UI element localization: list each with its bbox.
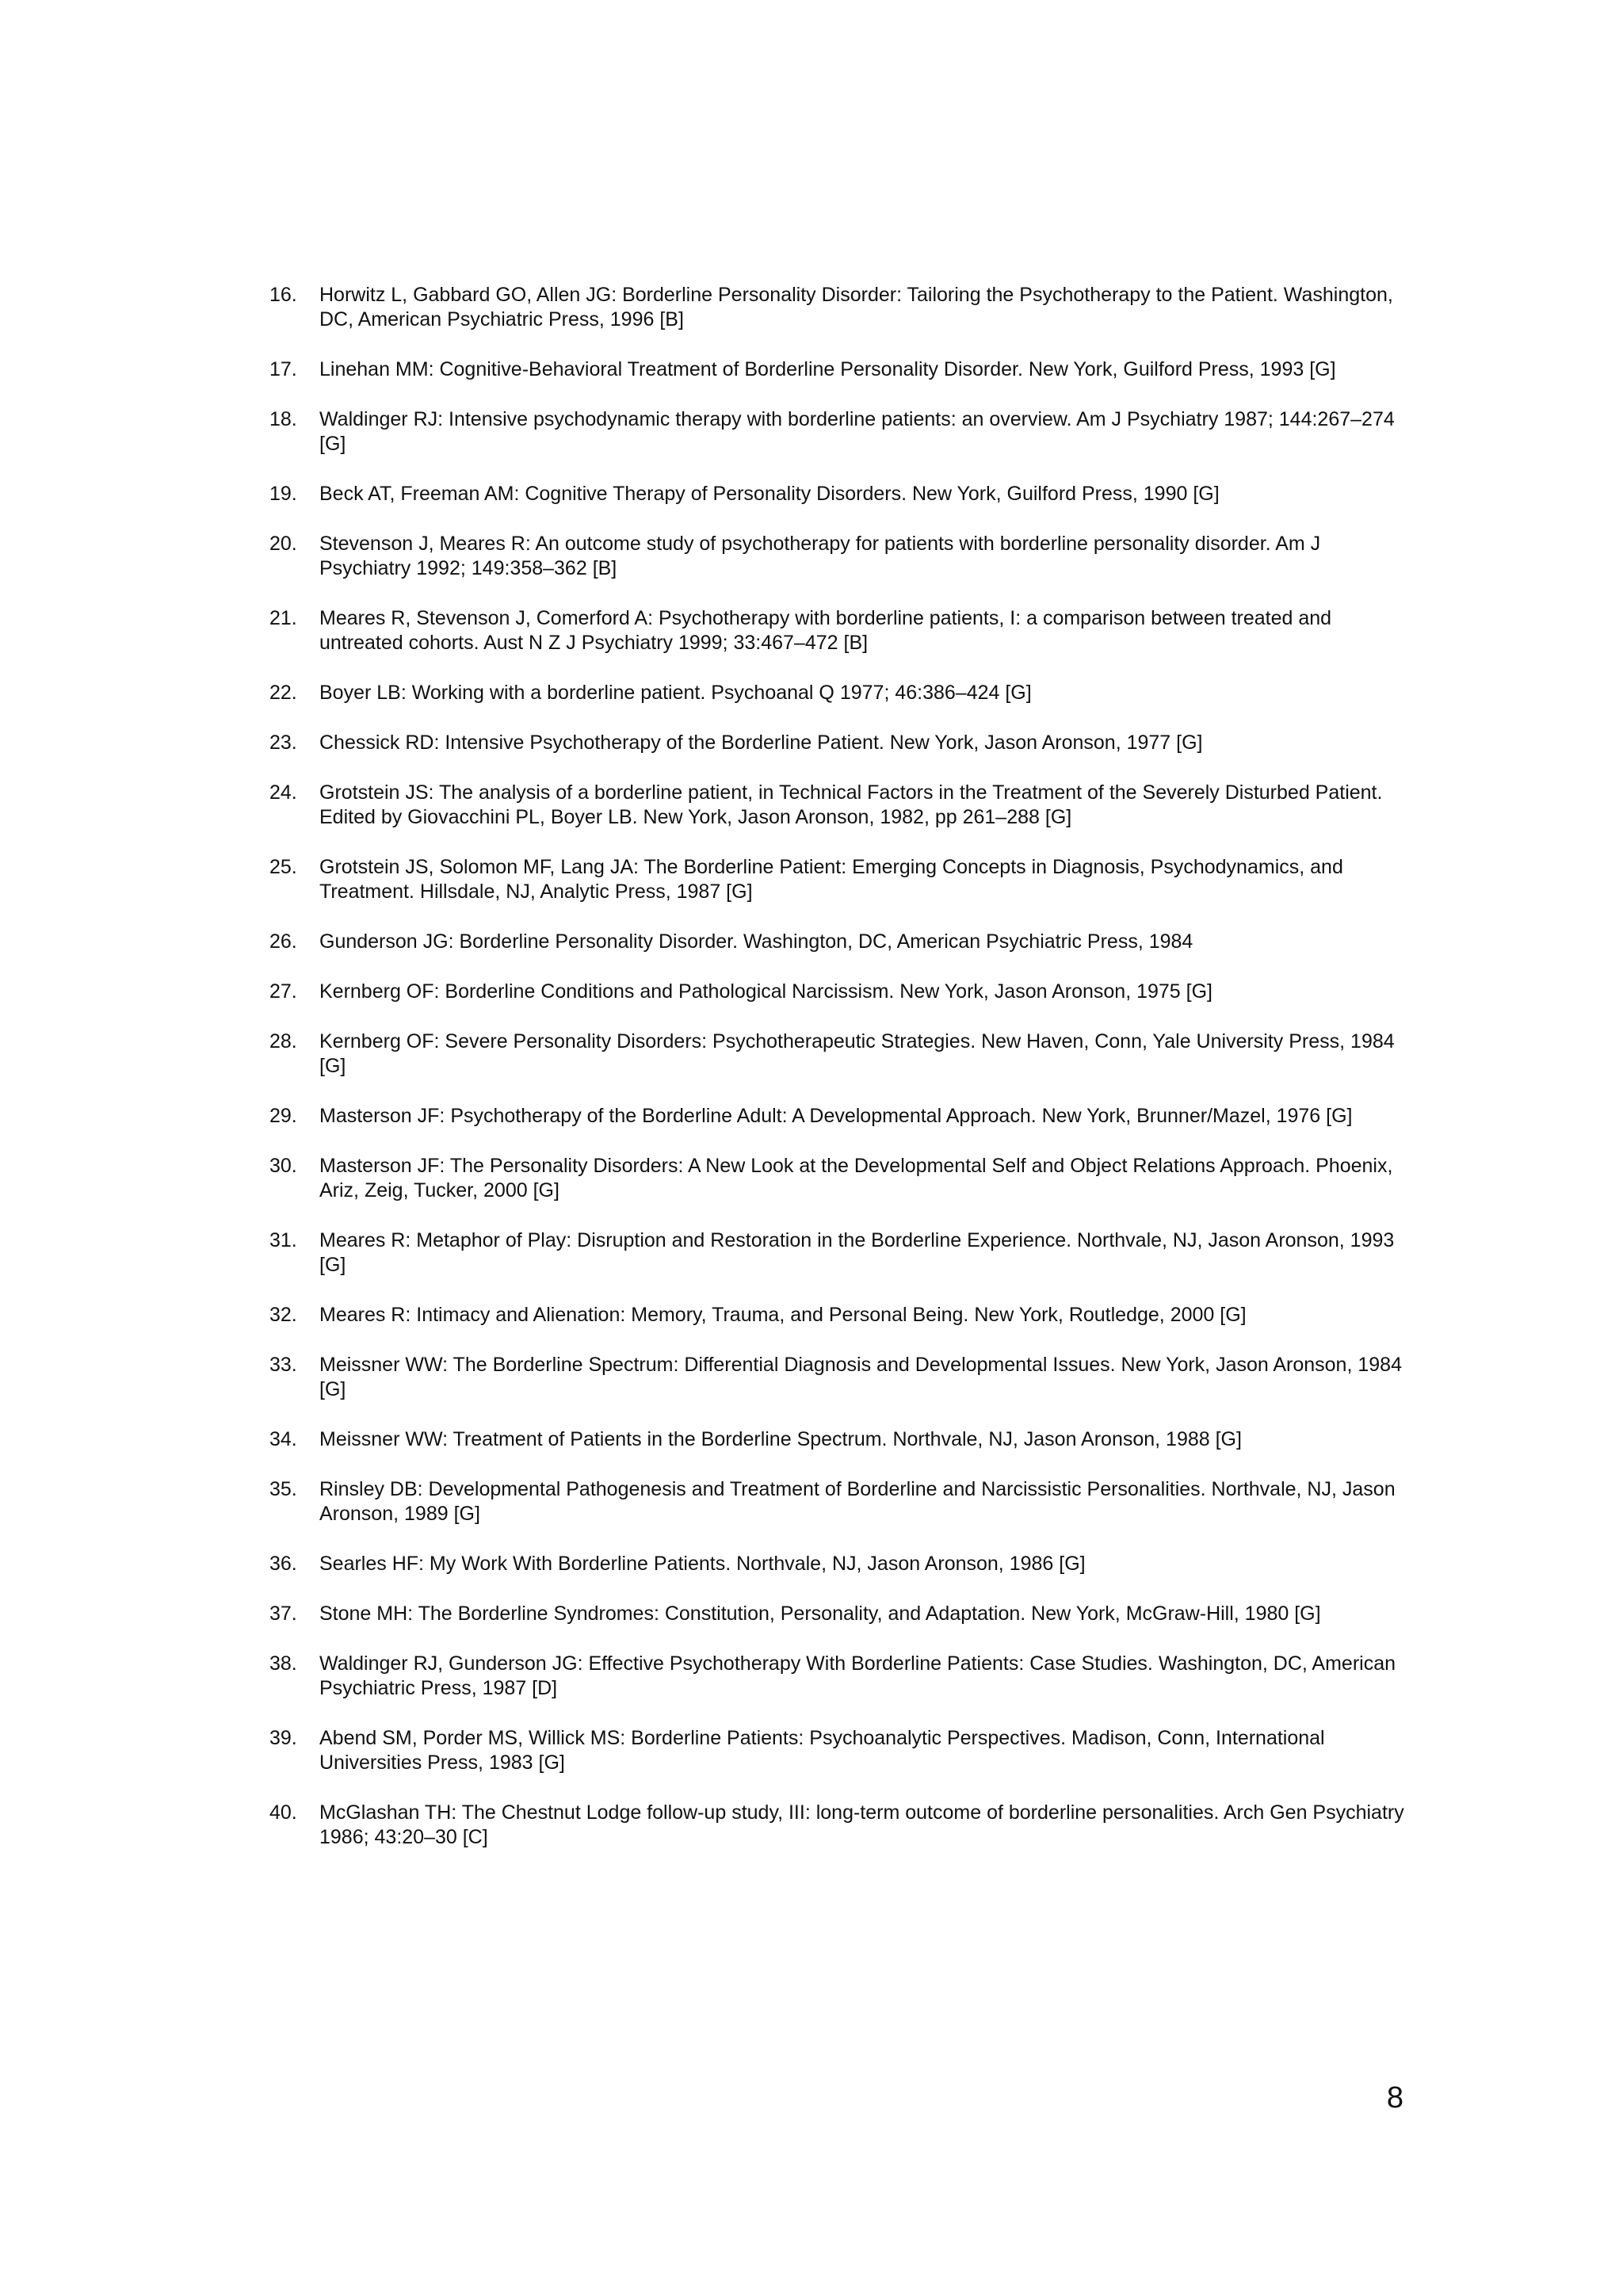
reference-item [269,980,1411,1004]
reference-text: Grotstein JS: The analysis of a borderline patient, in Technical Factors in the Treatment of the Severely Disturbed Patient. Edited by Giovacchini PL, Boyer LB. New York, Jason Aronson, 1982, pp 261–288 [G] [319,781,1383,828]
reference-number: 32. [269,1304,297,1326]
reference-item [269,1030,1411,1079]
reference-number: 22. [269,682,297,704]
reference-item [269,1427,1411,1452]
reference-number: 27. [269,980,297,1003]
reference-item [269,1228,1411,1278]
reference-item [269,1801,1411,1850]
reference-item [269,855,1411,904]
reference-number: 25. [269,856,297,878]
reference-number: 30. [269,1155,297,1177]
reference-number: 28. [269,1030,297,1052]
reference-item [269,1726,1411,1775]
reference-text: Kernberg OF: Borderline Conditions and Pathological Narcissism. New York, Jason Aronson, 1975 [G] [319,980,1212,1003]
reference-number: 40. [269,1801,297,1824]
reference-text: Grotstein JS, Solomon MF, Lang JA: The Borderline Patient: Emerging Concepts in Diagnosis, Psychodynamics, and Treatment. Hillsdale, NJ, Analytic Press, 1987 [G] [319,856,1343,903]
reference-text: Meissner WW: The Borderline Spectrum: Differential Diagnosis and Developmental Issues. New York, Jason Aronson, 1984 [G] [319,1354,1402,1400]
reference-number: 39. [269,1727,297,1749]
reference-item [269,731,1411,755]
page-number: 8 [1386,2081,1403,2115]
reference-item [269,606,1411,655]
reference-number: 37. [269,1603,297,1625]
reference-item [269,1552,1411,1576]
reference-number: 29. [269,1105,297,1127]
reference-item [269,1154,1411,1203]
reference-text: Gunderson JG: Borderline Personality Disorder. Washington, DC, American Psychiatric Press, 1984 [319,930,1193,953]
reference-list [269,283,1411,1875]
reference-text: Masterson JF: The Personality Disorders: A New Look at the Developmental Self and Object Relations Approach. Phoenix, Ariz, Zeig, Tucker, 2000 [G] [319,1155,1393,1201]
reference-number: 35. [269,1478,297,1500]
reference-number: 24. [269,781,297,804]
reference-item [269,681,1411,705]
reference-number: 20. [269,533,297,555]
reference-item [269,1602,1411,1626]
reference-number: 33. [269,1354,297,1376]
reference-text: Meares R, Stevenson J, Comerford A: Psychotherapy with borderline patients, I: a comparison between treated and untreated cohorts. Aust N Z J Psychiatry 1999; 33:467–472 [B] [319,607,1332,654]
reference-item [269,532,1411,581]
reference-text: Stone MH: The Borderline Syndromes: Constitution, Personality, and Adaptation. New York, McGraw-Hill, 1980 [G] [319,1603,1321,1625]
reference-item [269,482,1411,506]
reference-text: Rinsley DB: Developmental Pathogenesis and Treatment of Borderline and Narcissistic Personalities. Northvale, NJ, Jason Aronson, 1989 [G] [319,1478,1396,1525]
reference-text: Waldinger RJ: Intensive psychodynamic therapy with borderline patients: an overview. Am J Psychiatry 1987; 144:267–274 [G] [319,408,1395,455]
reference-item [269,1652,1411,1701]
reference-number: 19. [269,483,297,505]
reference-text: Kernberg OF: Severe Personality Disorders: Psychotherapeutic Strategies. New Haven, Conn, Yale University Press, 1984 [G] [319,1030,1395,1077]
reference-number: 34. [269,1428,297,1450]
reference-item [269,283,1411,332]
reference-item [269,1303,1411,1328]
reference-number: 26. [269,930,297,953]
reference-number: 38. [269,1652,297,1675]
reference-text: Beck AT, Freeman AM: Cognitive Therapy of Personality Disorders. New York, Guilford Press, 1990 [G] [319,483,1220,505]
reference-text: Stevenson J, Meares R: An outcome study of psychotherapy for patients with borderline personality disorder. Am J Psychiatry 1992; 149:358–362 [B] [319,533,1321,579]
reference-text: Meares R: Metaphor of Play: Disruption and Restoration in the Borderline Experience. Northvale, NJ, Jason Aronson, 1993 [G] [319,1229,1395,1276]
reference-number: 18. [269,408,297,430]
reference-item [269,1477,1411,1526]
reference-number: 36. [269,1553,297,1575]
reference-item [269,930,1411,954]
reference-text: Boyer LB: Working with a borderline patient. Psychoanal Q 1977; 46:386–424 [G] [319,682,1032,704]
reference-text: Meissner WW: Treatment of Patients in the Borderline Spectrum. Northvale, NJ, Jason Aronson, 1988 [G] [319,1428,1242,1450]
reference-number: 31. [269,1229,297,1251]
reference-text: Waldinger RJ, Gunderson JG: Effective Psychotherapy With Borderline Patients: Case Studies. Washington, DC, American Psychiatric Press, 1987 [D] [319,1652,1396,1699]
reference-item [269,357,1411,382]
reference-text: Meares R: Intimacy and Alienation: Memory, Trauma, and Personal Being. New York, Routledge, 2000 [G] [319,1304,1247,1326]
reference-item [269,1353,1411,1402]
reference-number: 16. [269,284,297,306]
reference-number: 17. [269,358,297,380]
reference-text: Horwitz L, Gabbard GO, Allen JG: Borderline Personality Disorder: Tailoring the Psychotherapy to the Patient. Washington, DC, American Psychiatric Press, 1996 [B] [319,284,1393,330]
reference-number: 23. [269,732,297,754]
reference-text: Abend SM, Porder MS, Willick MS: Borderline Patients: Psychoanalytic Perspectives. Madison, Conn, International Universities Press, 1983 [G] [319,1727,1325,1774]
reference-text: Chessick RD: Intensive Psychotherapy of the Borderline Patient. New York, Jason Aronson, 1977 [G] [319,732,1203,754]
reference-text: Masterson JF: Psychotherapy of the Borderline Adult: A Developmental Approach. New York, Brunner/Mazel, 1976 [G] [319,1105,1353,1127]
reference-number: 21. [269,607,297,629]
reference-item [269,407,1411,457]
reference-text: Linehan MM: Cognitive-Behavioral Treatment of Borderline Personality Disorder. New York, Guilford Press, 1993 [G] [319,358,1336,380]
reference-item [269,1104,1411,1129]
reference-text: Searles HF: My Work With Borderline Patients. Northvale, NJ, Jason Aronson, 1986 [G] [319,1553,1086,1575]
reference-text: McGlashan TH: The Chestnut Lodge follow-up study, III: long-term outcome of borderline personalities. Arch Gen Psychiatry 1986; 43:20–30 [C] [319,1801,1404,1848]
reference-item [269,781,1411,830]
